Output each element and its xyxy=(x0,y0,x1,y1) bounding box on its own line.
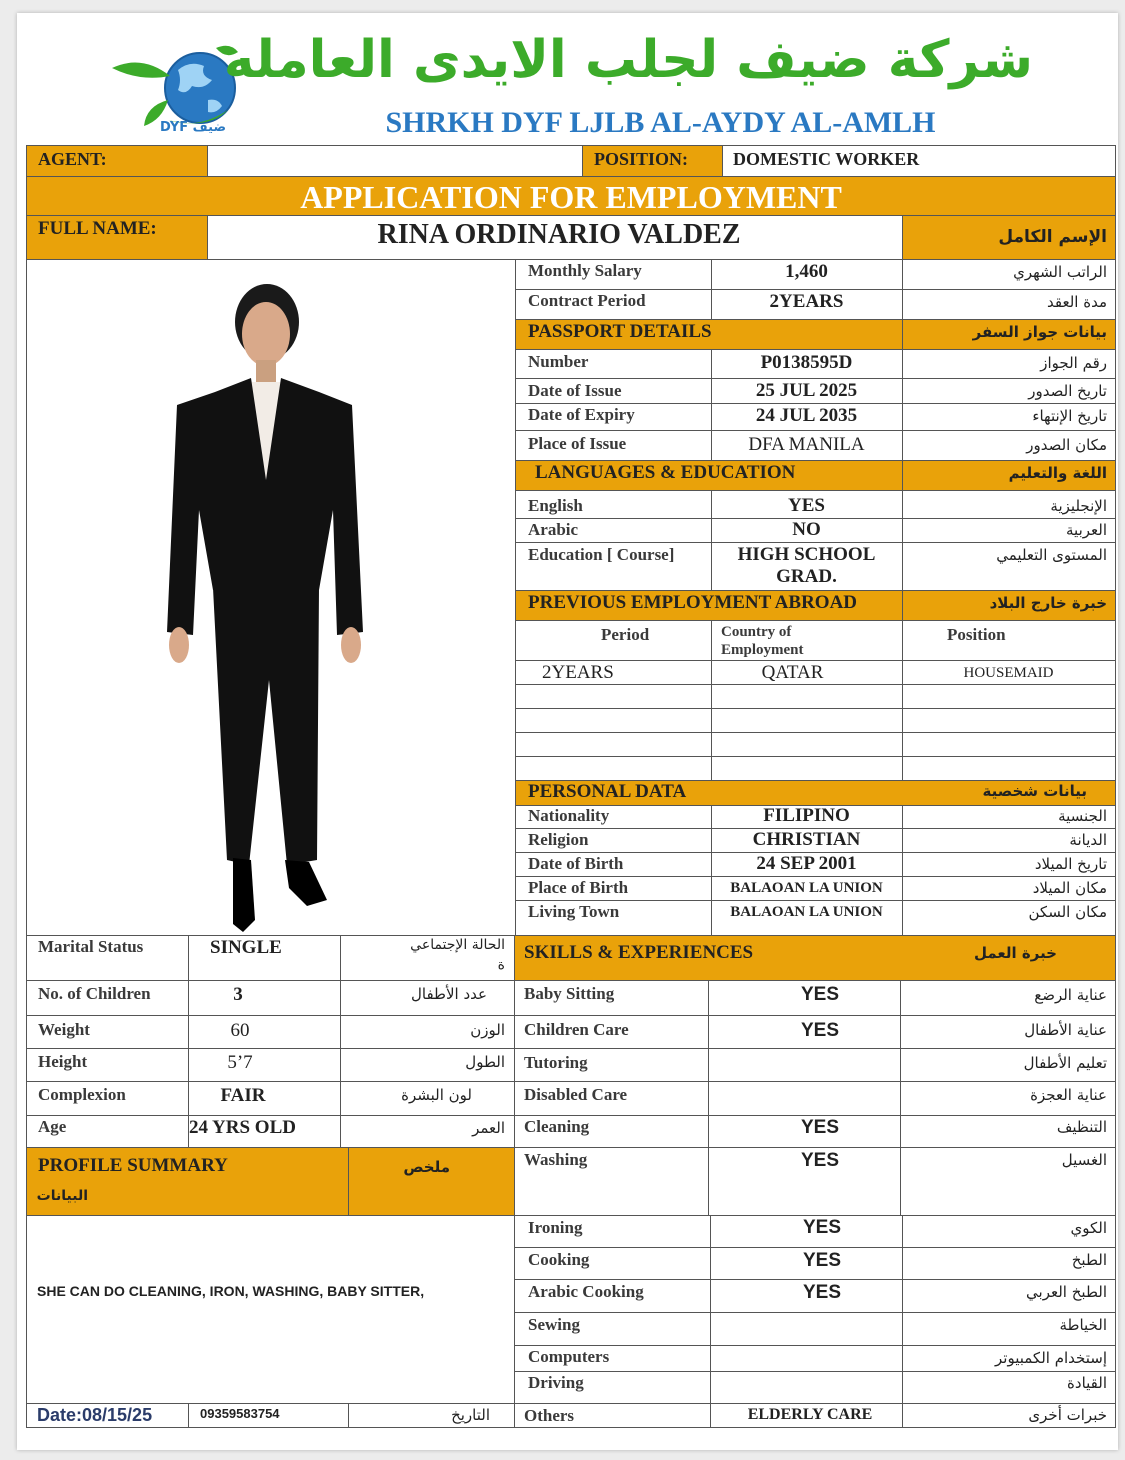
height-arabic: الطول xyxy=(465,1053,505,1071)
nationality-arabic: الجنسية xyxy=(1058,807,1107,825)
previous-heading-arabic: خبرة خارج البلاد xyxy=(989,594,1107,612)
weight-arabic: الوزن xyxy=(470,1021,505,1039)
religion-value: CHRISTIAN xyxy=(752,829,861,850)
languages-heading-arabic: اللغة والتعليم xyxy=(1008,464,1107,482)
profile-heading-arabic: ملخص xyxy=(403,1158,450,1176)
contract-period-value: 2YEARS xyxy=(769,291,844,312)
skill-arabic-cooking: الطبخ xyxy=(1071,1251,1107,1269)
personal-heading-arabic: بيانات شخصية xyxy=(982,782,1087,800)
issue-place-arabic: مكان الصدور xyxy=(1026,436,1107,454)
skill-value-cooking: YES xyxy=(802,1250,842,1271)
full-name-field[interactable] xyxy=(207,215,903,260)
skill-label-ironing: Ironing xyxy=(528,1218,583,1237)
dob-arabic: تاريخ الميلاد xyxy=(1034,855,1107,873)
skill-value-ironing: YES xyxy=(802,1217,842,1238)
dob-value: 24 SEP 2001 xyxy=(756,853,857,874)
issue-date-value: 25 JUL 2025 xyxy=(755,380,858,401)
prev-col-country-1: Country of xyxy=(721,624,792,640)
complexion-label: Complexion xyxy=(38,1085,126,1104)
height-value: 5’7 xyxy=(227,1052,253,1073)
skill-label-baby-sitting: Baby Sitting xyxy=(524,984,615,1003)
passport-number-value: P0138595D xyxy=(760,352,853,373)
skill-value-arabic-cooking: YES xyxy=(802,1282,842,1303)
passport-number-label: Number xyxy=(528,352,589,371)
marital-value: SINGLE xyxy=(210,937,282,958)
pob-label: Place of Birth xyxy=(528,878,629,897)
marital-arabic-1: الحالة الإجتماعي xyxy=(410,937,505,953)
pob-value: BALAOAN LA UNION xyxy=(730,880,883,896)
skill-label-children-care: Children Care xyxy=(524,1020,629,1039)
children-value: 3 xyxy=(233,984,243,1005)
skill-arabic-washing: الغسيل xyxy=(1061,1151,1107,1169)
company-name-latin: SHRKH DYF LJLB AL-AYDY AL-AMLH xyxy=(385,106,936,139)
company-name-arabic: شركة ضيف لجلب الايدى العامله xyxy=(223,30,1033,90)
skill-label-cleaning: Cleaning xyxy=(524,1117,590,1136)
prev-row-position: HOUSEMAID xyxy=(963,665,1054,681)
expiry-date-value: 24 JUL 2035 xyxy=(755,405,858,426)
children-arabic: عدد الأطفال xyxy=(411,985,487,1003)
skill-value-washing: YES xyxy=(800,1150,840,1171)
town-arabic: مكان السكن xyxy=(1028,903,1107,921)
skill-arabic-arabic-cooking: الطبخ العربي xyxy=(1026,1283,1107,1301)
profile-heading: PROFILE SUMMARY xyxy=(38,1155,228,1176)
complexion-value: FAIR xyxy=(220,1085,266,1106)
issue-place-value: DFA MANILA xyxy=(748,434,865,455)
skill-label-disabled-care: Disabled Care xyxy=(524,1085,628,1104)
religion-arabic: الديانة xyxy=(1069,831,1107,849)
full-name-label: FULL NAME: xyxy=(38,218,157,239)
height-label: Height xyxy=(38,1052,88,1071)
age-arabic: العمر xyxy=(472,1119,505,1137)
weight-value: 60 xyxy=(230,1020,250,1041)
skills-heading-arabic: خبرة العمل xyxy=(973,944,1057,962)
skill-label-arabic-cooking: Arabic Cooking xyxy=(528,1282,644,1301)
salary-arabic: الراتب الشهري xyxy=(1013,263,1107,281)
issue-place-label: Place of Issue xyxy=(528,434,627,453)
full-name-label-cell xyxy=(26,215,208,260)
agent-label: AGENT: xyxy=(38,149,107,169)
education-arabic: المستوى التعليمي xyxy=(996,546,1107,564)
issue-date-arabic: تاريخ الصدور xyxy=(1028,382,1107,400)
footer-date-arabic: التاريخ xyxy=(451,1406,490,1424)
profile-heading-arabic-2: البيانات xyxy=(36,1188,88,1204)
previous-heading: PREVIOUS EMPLOYMENT ABROAD xyxy=(528,592,858,613)
prev-col-country-2: Employment xyxy=(721,642,804,658)
footer-date: Date:08/15/25 xyxy=(37,1405,153,1425)
full-name-arabic-cell xyxy=(902,215,1116,260)
skill-label-washing: Washing xyxy=(524,1150,588,1169)
english-arabic: الإنجليزية xyxy=(1050,497,1107,515)
age-label: Age xyxy=(38,1117,67,1136)
languages-heading: LANGUAGES & EDUCATION xyxy=(535,462,796,483)
profile-summary-text: SHE CAN DO CLEANING, IRON, WASHING, BABY SITTER, xyxy=(37,1283,425,1299)
full-name-arabic-label: الإسم الكامل xyxy=(998,227,1107,247)
expiry-date-arabic: تاريخ الإنتهاء xyxy=(1032,407,1107,425)
skill-label-tutoring: Tutoring xyxy=(524,1053,588,1072)
position-label-cell xyxy=(582,145,723,177)
marital-arabic-2: ة xyxy=(497,957,505,973)
footer-phone: 09359583754 xyxy=(200,1406,280,1421)
prev-row-country: QATAR xyxy=(761,662,824,683)
skill-arabic-disabled-care: عناية العجزة xyxy=(1030,1086,1107,1104)
agent-value-field[interactable] xyxy=(207,145,583,177)
position-value-field[interactable] xyxy=(722,145,1116,177)
skill-label-sewing: Sewing xyxy=(528,1315,580,1334)
education-value-line1: HIGH SCHOOL xyxy=(737,544,876,565)
education-value-line2: GRAD. xyxy=(776,566,837,587)
passport-heading-arabic: بيانات جواز السفر xyxy=(972,323,1107,341)
skill-arabic-cleaning: التنظيف xyxy=(1056,1118,1107,1136)
weight-label: Weight xyxy=(38,1020,90,1039)
religion-label: Religion xyxy=(528,830,589,849)
skill-arabic-sewing: الخياطة xyxy=(1059,1316,1107,1334)
town-label: Living Town xyxy=(528,902,620,921)
contract-period-label: Contract Period xyxy=(528,291,646,310)
personal-heading: PERSONAL DATA xyxy=(528,781,687,802)
skill-arabic-children-care: عناية الأطفال xyxy=(1024,1021,1107,1039)
skill-label-others: Others xyxy=(524,1406,575,1425)
title-band xyxy=(26,176,1116,216)
skill-label-computers: Computers xyxy=(528,1347,610,1366)
skill-value-others: ELDERLY CARE xyxy=(747,1406,873,1423)
skill-arabic-computers: إستخدام الكمبيوتر xyxy=(995,1349,1107,1367)
education-label: Education [ Course] xyxy=(528,545,675,564)
skill-value-baby-sitting: YES xyxy=(800,984,840,1005)
skill-label-driving: Driving xyxy=(528,1373,584,1392)
town-value: BALAOAN LA UNION xyxy=(730,904,883,920)
expiry-date-label: Date of Expiry xyxy=(528,405,635,424)
arabic-label: Arabic xyxy=(528,520,579,539)
salary-label: Monthly Salary xyxy=(528,261,642,280)
contract-period-arabic: مدة العقد xyxy=(1047,293,1107,311)
skill-arabic-others: خبرات أخرى xyxy=(1028,1406,1107,1424)
children-label: No. of Children xyxy=(38,984,151,1003)
prev-col-period: Period xyxy=(601,625,650,644)
position-label: POSITION: xyxy=(594,149,689,169)
salary-value: 1,460 xyxy=(785,261,828,282)
marital-label: Marital Status xyxy=(38,937,144,956)
english-value: YES xyxy=(788,495,825,516)
skill-arabic-baby-sitting: عناية الرضع xyxy=(1034,986,1107,1004)
arabic-arabic: العربية xyxy=(1066,521,1107,539)
applicant-photo xyxy=(27,260,515,935)
skill-arabic-ironing: الكوي xyxy=(1070,1219,1107,1237)
passport-heading: PASSPORT DETAILS xyxy=(528,321,712,342)
skill-arabic-driving: القيادة xyxy=(1067,1374,1107,1392)
skill-label-cooking: Cooking xyxy=(528,1250,590,1269)
skill-arabic-tutoring: تعليم الأطفال xyxy=(1023,1054,1107,1072)
logo-caption: DYF ضيف xyxy=(160,120,227,135)
issue-date-label: Date of Issue xyxy=(528,381,622,400)
nationality-value: FILIPINO xyxy=(763,805,850,826)
arabic-value: NO xyxy=(792,519,821,540)
prev-row-period: 2YEARS xyxy=(542,662,614,683)
agent-label-cell xyxy=(26,145,208,177)
pob-arabic: مكان الميلاد xyxy=(1032,879,1107,897)
complexion-arabic: لون البشرة xyxy=(401,1086,472,1104)
prev-col-position: Position xyxy=(947,625,1006,644)
english-label: English xyxy=(528,496,583,515)
passport-number-arabic: رقم الجواز xyxy=(1040,354,1107,372)
skill-value-children-care: YES xyxy=(800,1020,840,1041)
nationality-label: Nationality xyxy=(528,806,610,825)
age-value: 24 YRS OLD xyxy=(189,1117,296,1138)
skills-heading: SKILLS & EXPERIENCES xyxy=(524,942,754,963)
skill-value-cleaning: YES xyxy=(800,1117,840,1138)
position-value: DOMESTIC WORKER xyxy=(733,149,920,169)
full-name-value: RINA ORDINARIO VALDEZ xyxy=(377,219,741,250)
dob-label: Date of Birth xyxy=(528,854,624,873)
form-title: APPLICATION FOR EMPLOYMENT xyxy=(300,179,842,215)
